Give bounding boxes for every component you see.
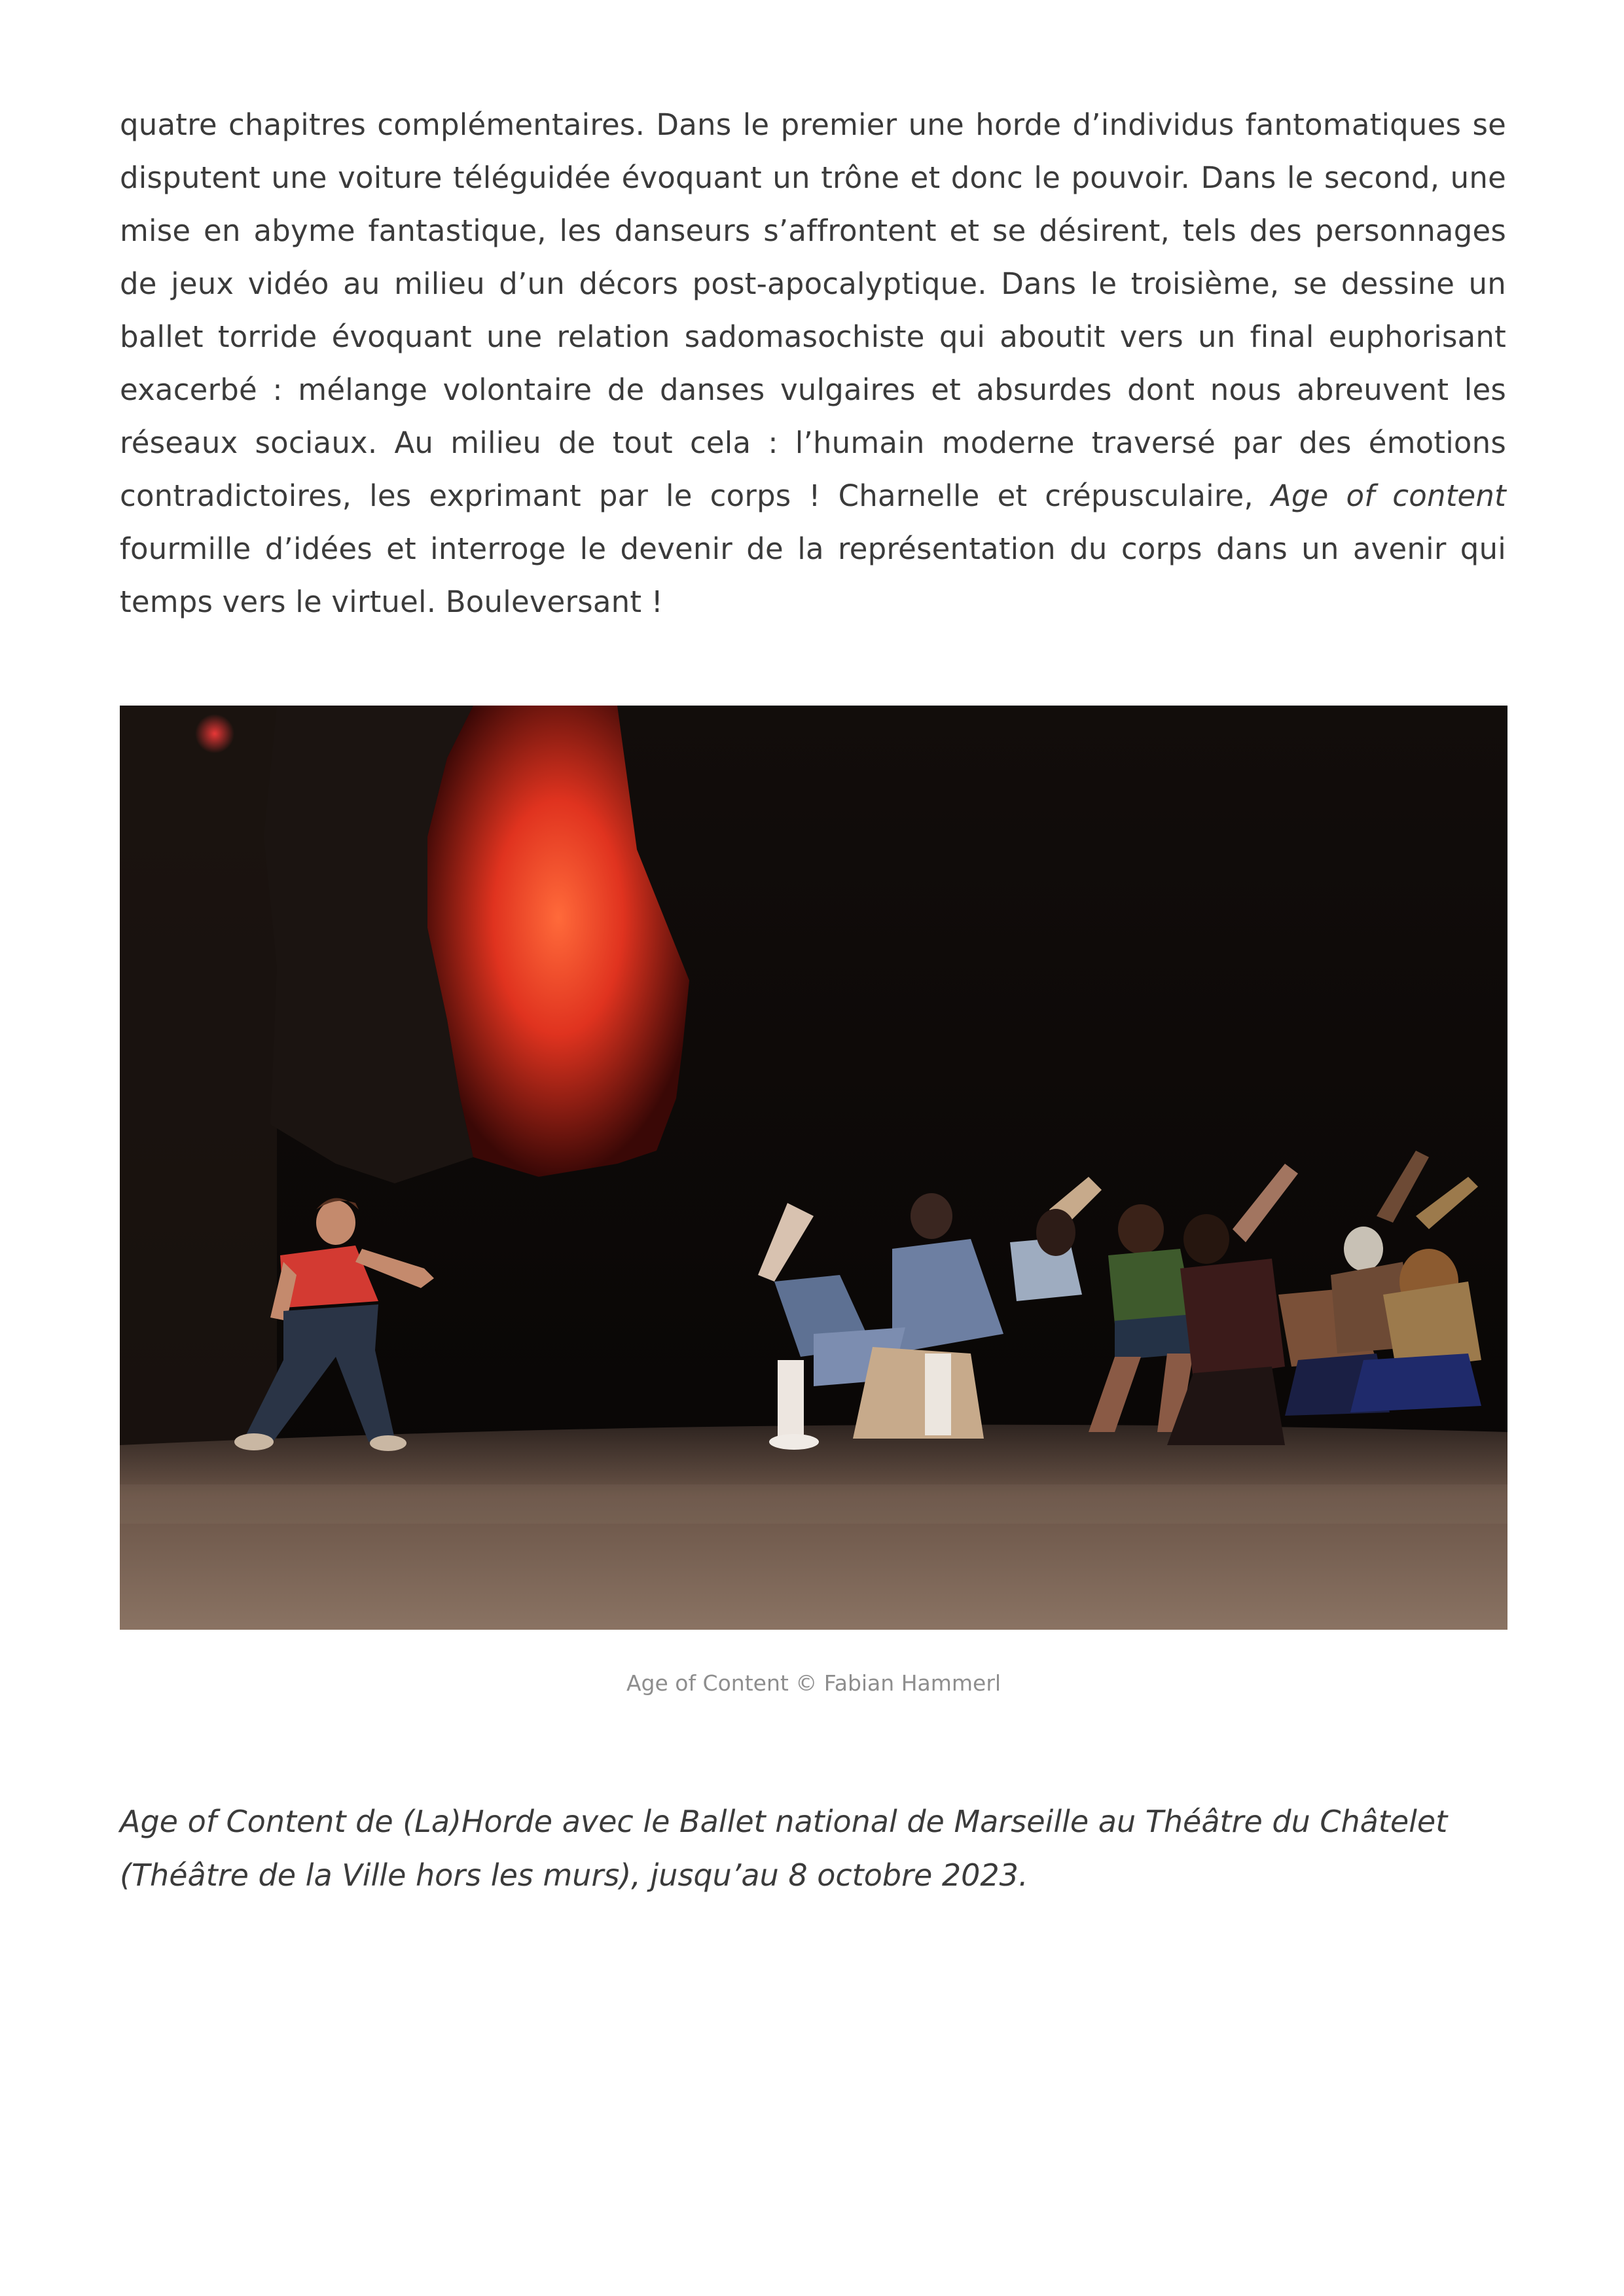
- stage-dark-left: [120, 706, 277, 1445]
- floor-reflection: [120, 1484, 1507, 1524]
- article-photo: [120, 706, 1507, 1630]
- red-spotlight: [195, 714, 234, 753]
- image-caption: Age of Content © Fabian Hammerl: [626, 1670, 1001, 1696]
- paragraph-text-start: quatre chapitres complémentaires. Dans le premier une horde d’individus fantomatiques se disputent une voiture téléguidée évoquant un trône et donc le pouvoir. Dans le second, une mise en abyme fantastique, les danseurs s’affrontent et se désirent, tels des personnages de jeux vidéo au milieu d’un décors post-apocalyptique. Dans le troisième, se dessine un ballet torride évoquant une relation sadomasochiste qui aboutit vers un final euphorisant exacerbé : mélange volontaire de danses vulgaires et absurdes dont nous abreuvent les réseaux sociaux. Au milieu de tout cela : l’humain moderne traversé par des émotions contradictoires, les exprimant par le corps ! Charnelle et crépusculaire,: [120, 107, 1506, 513]
- show-title-emphasis: Age of content: [1271, 478, 1506, 513]
- article-paragraph: [120, 98, 1506, 628]
- article-body: [120, 98, 1506, 628]
- stage-photo-illustration: [120, 706, 1507, 1630]
- stage-floor: [120, 1425, 1507, 1630]
- performance-credit: Age of Content de (La)Horde avec le Ballet national de Marseille au Théâtre du Châtelet (Théâtre de la Ville hors les murs), jusqu’au 8 octobre 2023.: [120, 1804, 1448, 1893]
- paragraph-text-end: fourmille d’idées et interroge le devenir de la représentation du corps dans un avenir qui temps vers le virtuel. Bouleversant !: [120, 531, 1506, 619]
